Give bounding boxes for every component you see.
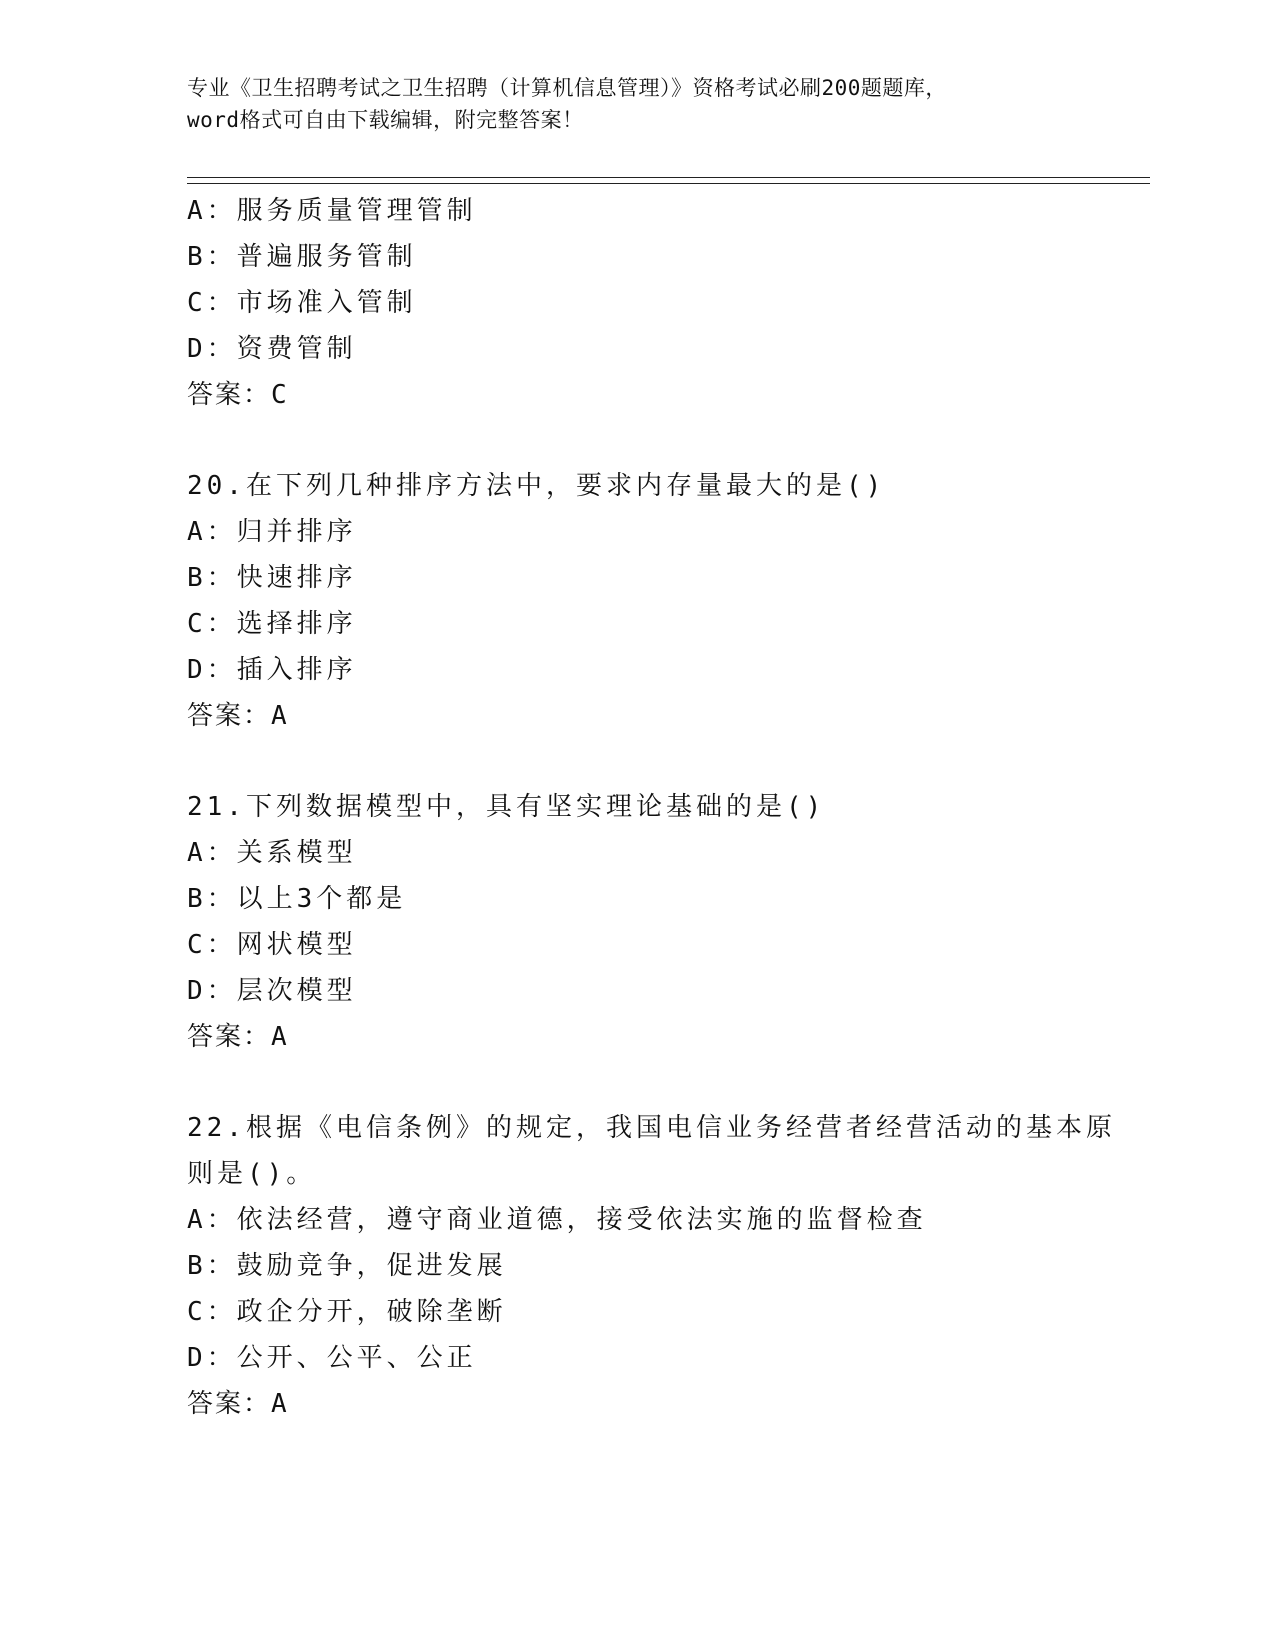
answer-label: 答案： [187, 1022, 272, 1052]
answer-label: 答案： [187, 701, 272, 731]
option-d: D：插入排序 [187, 655, 357, 685]
option-c: C：政企分开，破除垄断 [187, 1297, 507, 1327]
answer-value: A [271, 1389, 289, 1419]
option-c: C：选择排序 [187, 609, 357, 639]
answer-value: A [271, 1022, 289, 1052]
answer-label: 答案： [187, 1389, 272, 1419]
option-a: A：关系模型 [187, 838, 357, 868]
answer-line [187, 1014, 1087, 1060]
question-text-line-2: 则是()。 [187, 1159, 317, 1189]
option-b: B：普遍服务管制 [187, 242, 417, 272]
option-d: D：层次模型 [187, 976, 357, 1006]
question-block-21 [187, 784, 1087, 1060]
question-block-20 [187, 463, 1087, 739]
answer-value: C [271, 380, 289, 410]
option-a: A：依法经营，遵守商业道德，接受依法实施的监督检查 [187, 1205, 927, 1235]
question-text: 20.在下列几种排序方法中，要求内存量最大的是() [187, 471, 886, 501]
answer-line [187, 372, 1087, 418]
option-c: C：网状模型 [187, 930, 357, 960]
header-divider-bottom [187, 183, 1150, 184]
option-d: D：公开、公平、公正 [187, 1343, 477, 1373]
option-c: C：市场准入管制 [187, 288, 417, 318]
answer-value: A [271, 701, 289, 731]
option-b: B：以上3个都是 [187, 884, 407, 914]
question-block-19 [187, 188, 1087, 418]
answer-line [187, 1381, 1087, 1427]
option-b: B：鼓励竞争，促进发展 [187, 1251, 507, 1281]
option-b: B：快速排序 [187, 563, 357, 593]
header-line-2: word格式可自由下载编辑，附完整答案！ [187, 108, 584, 132]
question-block-22 [187, 1105, 1116, 1427]
header-divider-top [187, 177, 1150, 178]
option-d: D：资费管制 [187, 334, 357, 364]
answer-line [187, 693, 1087, 739]
question-list [187, 188, 1116, 1427]
answer-label: 答案： [187, 380, 272, 410]
option-a: A：服务质量管理管制 [187, 196, 477, 226]
option-a: A：归并排序 [187, 517, 357, 547]
question-text: 21.下列数据模型中，具有坚实理论基础的是() [187, 792, 826, 822]
header-line-1: 专业《卫生招聘考试之卫生招聘（计算机信息管理）》资格考试必刷200题题库， [187, 76, 947, 100]
document-header [187, 72, 1087, 136]
question-text-line-1: 22.根据《电信条例》的规定，我国电信业务经营者经营活动的基本原 [187, 1113, 1116, 1143]
